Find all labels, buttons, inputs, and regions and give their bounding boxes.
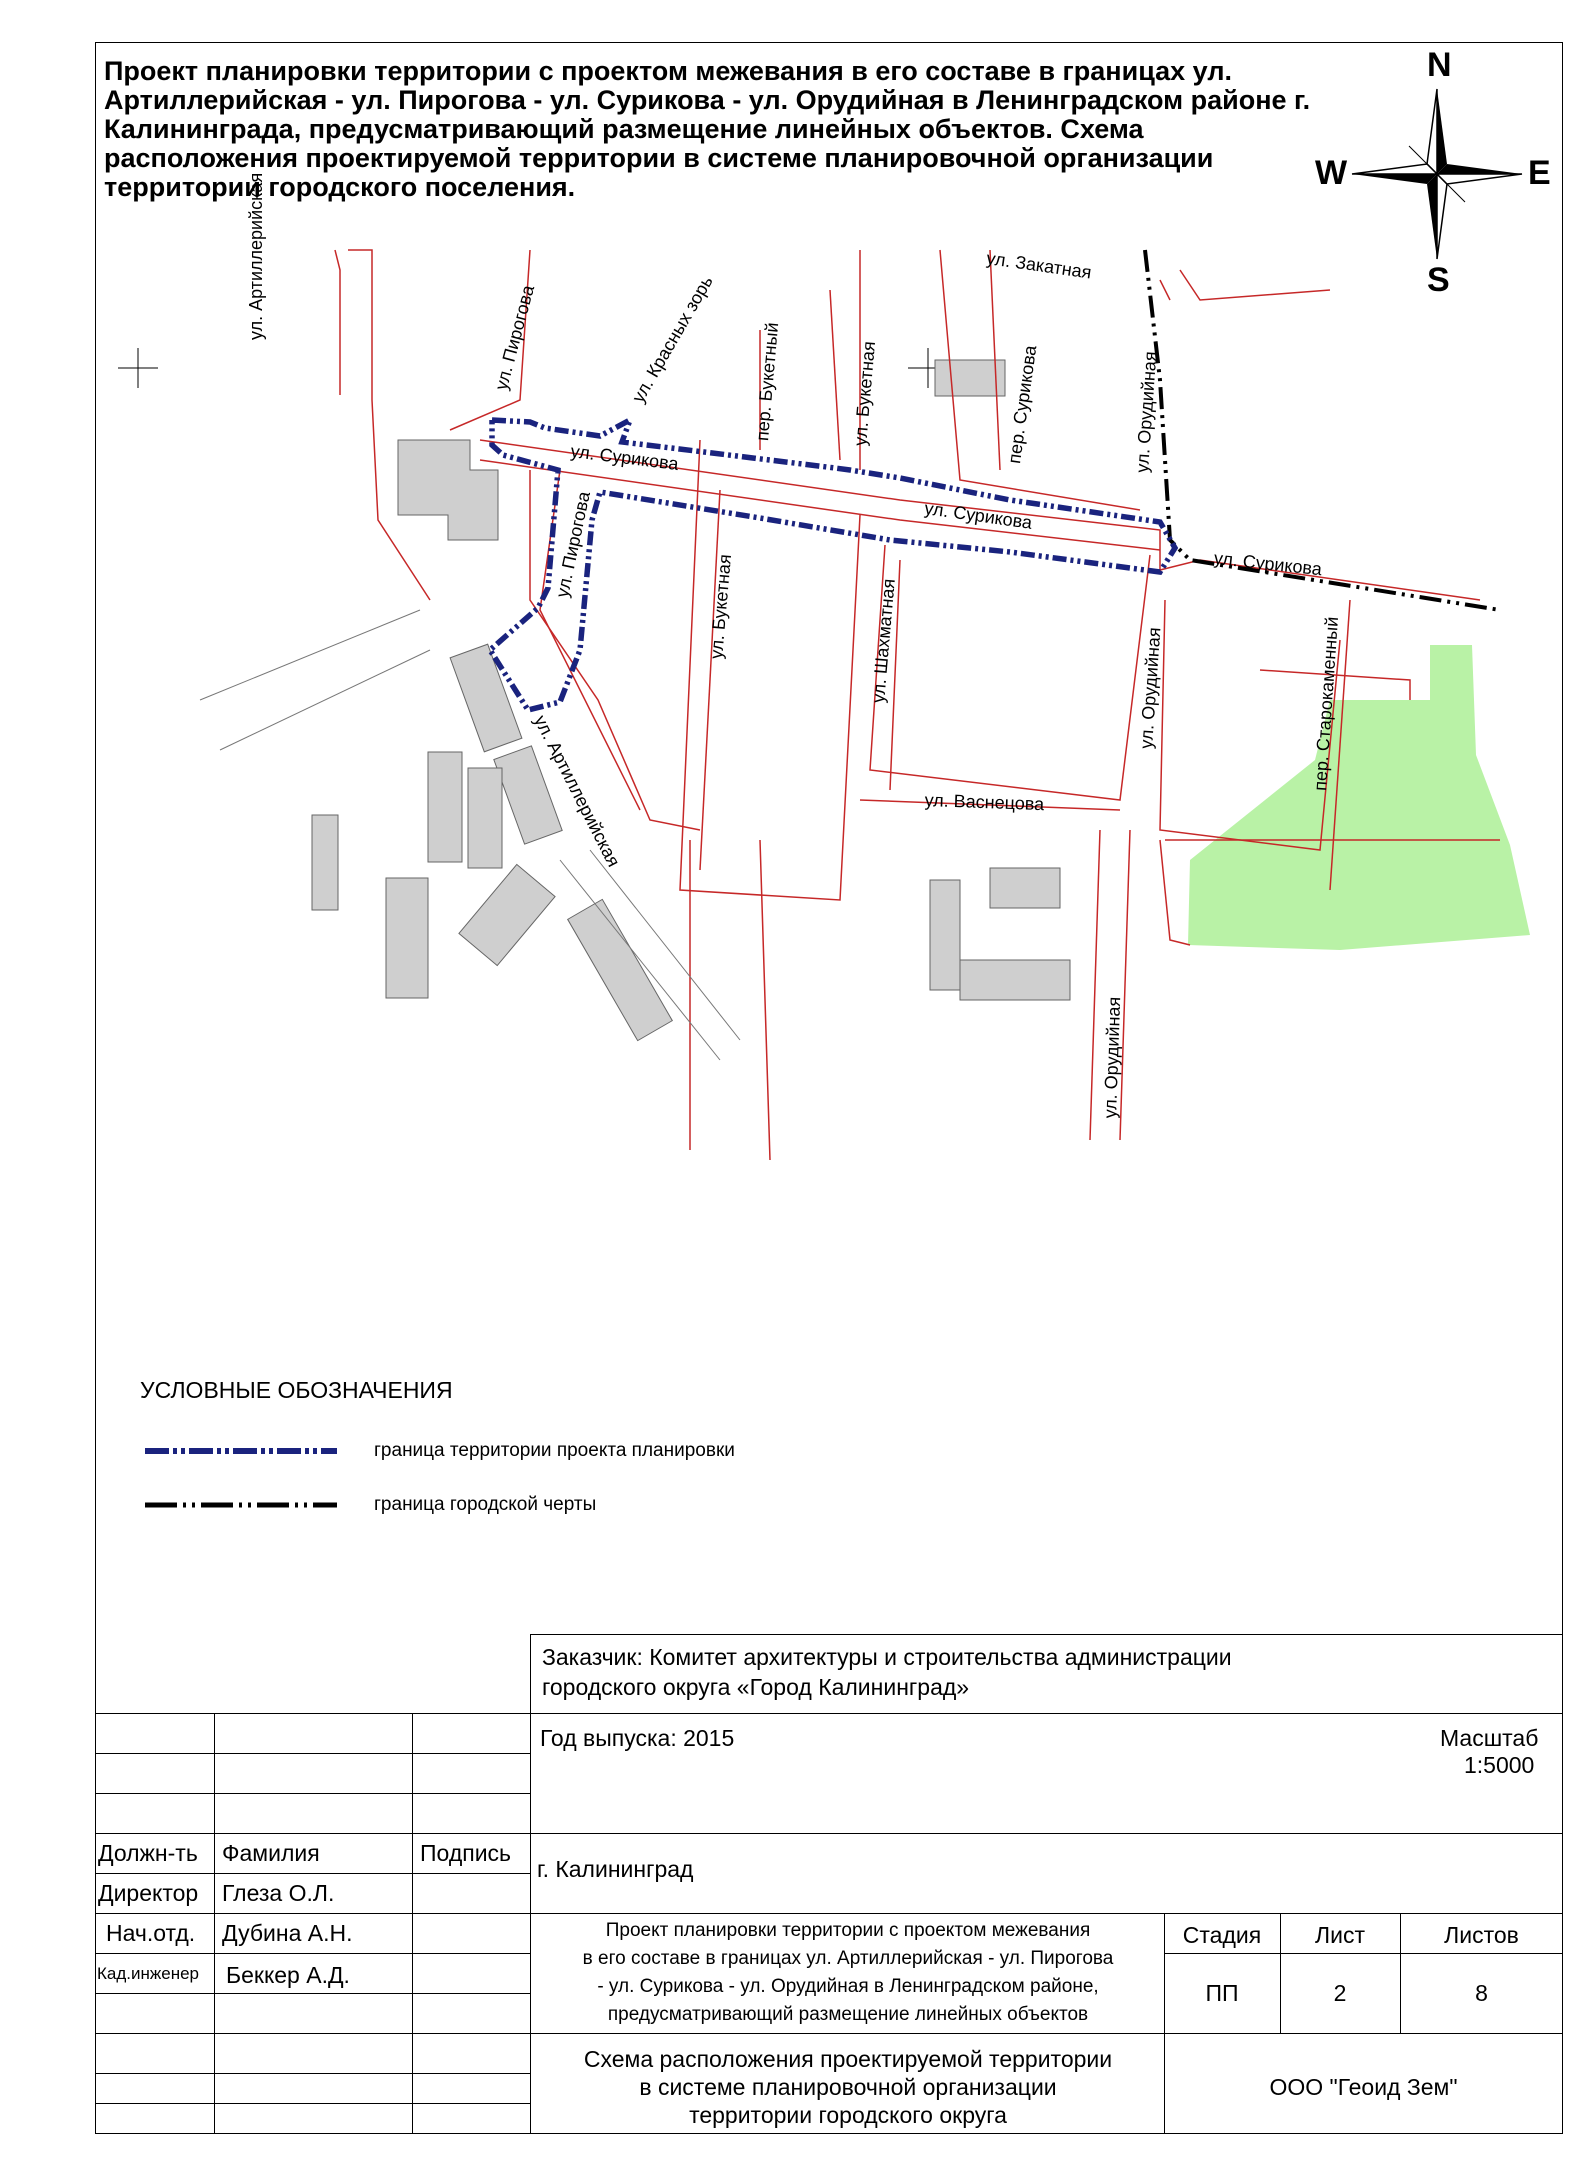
street-label: ул. Орудийная (1136, 626, 1165, 750)
compass-east-label: E (1528, 154, 1551, 192)
scale-value: 1:5000 (1464, 1752, 1535, 1778)
header-position: Должн-ть (98, 1840, 198, 1866)
legend-title: УСЛОВНЫЕ ОБОЗНАЧЕНИЯ (140, 1377, 453, 1403)
street-label: ул. Сурикова (1212, 548, 1323, 580)
person-position: Кад.инженер (97, 1964, 200, 1983)
street-label: пер. Старокаменный (1310, 616, 1343, 792)
street-label: ул. Шахматная (868, 577, 899, 704)
project-name-line-1: Проект планировки территории с проектом межевания (605, 1920, 1091, 1941)
street-label: ул. Васнецова (924, 790, 1045, 815)
person-name: Глеза О.Л. (222, 1880, 335, 1906)
street-label: ул. Сурикова (569, 441, 680, 475)
person-position: Нач.отд. (106, 1920, 196, 1946)
header-surname: Фамилия (222, 1840, 320, 1866)
sheet-header: Лист (1315, 1922, 1365, 1948)
street-label: ул. Красных зорь (628, 272, 717, 406)
street-label: ул. Сурикова (923, 498, 1034, 533)
compass-south-label: S (1427, 261, 1450, 299)
compass-north-label: N (1427, 46, 1452, 84)
street-label: ул. Закатная (985, 248, 1093, 283)
project-name-line-2: в его составе в границах ул. Артиллерийская - ул. Пирогова (582, 1948, 1114, 1969)
legend-label: граница городской черты (374, 1494, 597, 1515)
scheme-name-line-1: Схема расположения проектируемой территории (583, 2046, 1113, 2072)
organization-name: ООО "Геоид Зем" (1269, 2074, 1458, 2100)
project-name-line-4: предусматривающий размещение линейных объектов (607, 2004, 1089, 2025)
header-signature: Подпись (420, 1840, 512, 1866)
street-label: ул. Орудийная (1132, 350, 1161, 474)
release-year: Год выпуска: 2015 (540, 1725, 735, 1751)
sheets-header: Листов (1444, 1922, 1519, 1948)
city-name: г. Калининград (537, 1856, 694, 1882)
sheets-value: 8 (1475, 1980, 1488, 2006)
street-label: ул. Пирогова (491, 282, 539, 393)
compass-west-label: W (1315, 154, 1348, 192)
person-name: Дубина А.Н. (222, 1920, 353, 1946)
scale-label: Масштаб (1440, 1725, 1539, 1751)
person-position: Директор (98, 1880, 199, 1906)
project-name-line-3: - ул. Сурикова - ул. Орудийная в Ленинградском районе, (597, 1976, 1099, 1997)
street-label: ул. Пирогова (552, 489, 594, 600)
street-label: ул. Орудийная (1100, 996, 1125, 1119)
scheme-name-line-3: территории городского округа (689, 2102, 1007, 2128)
person-name: Беккер А.Д. (226, 1962, 350, 1988)
street-label: пер. Букетный (752, 321, 783, 442)
sheet-value: 2 (1333, 1980, 1347, 2006)
stage-value: ПП (1205, 1980, 1239, 2006)
street-label: ул. Артиллерийская (246, 172, 266, 340)
legend-label: граница территории проекта планировки (374, 1440, 735, 1461)
customer-line-1: Заказчик: Комитет архитектуры и строительства администрации (542, 1644, 1232, 1670)
street-label: ул. Букетная (706, 553, 736, 660)
customer-line-2: городского округа «Город Калининград» (542, 1674, 970, 1700)
page-title: Проект планировки территории с проектом межевания в его составе в границах ул. Артиллерийская - ул. Пирогова - ул. Сурикова - ул. Орудийная в Ленинградском районе г. Калининграда, предусматривающий размещение линейных объектов. Схема расположения проектируемой территории в системе планировочной организации территории городского поселения. (104, 56, 1311, 202)
stage-header: Стадия (1182, 1922, 1262, 1948)
street-label: ул. Букетная (850, 340, 880, 447)
street-label: ул. Артиллерийская (530, 712, 624, 871)
street-label: пер. Сурикова (1004, 344, 1041, 465)
scheme-name-line-2: в системе планировочной организации (639, 2074, 1057, 2100)
